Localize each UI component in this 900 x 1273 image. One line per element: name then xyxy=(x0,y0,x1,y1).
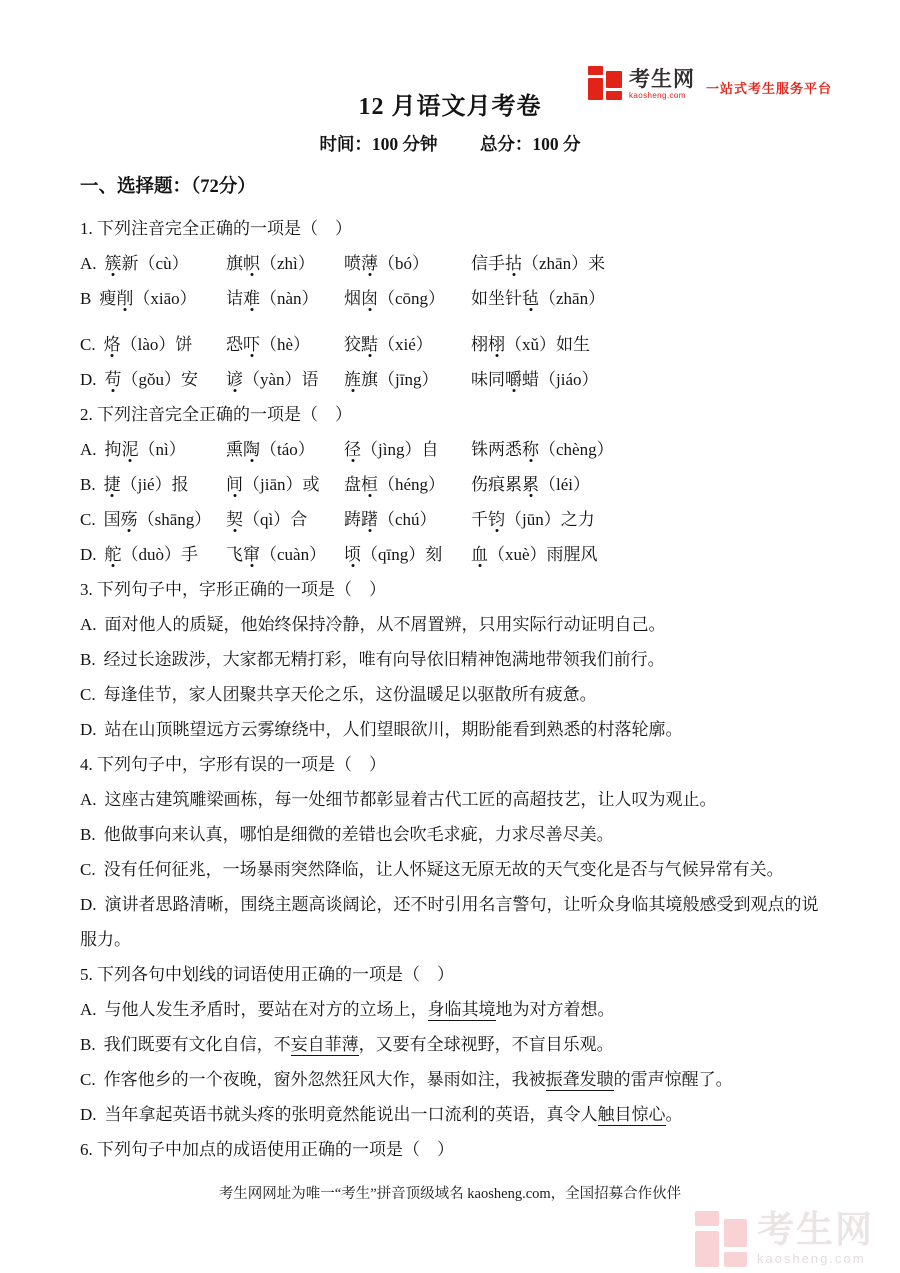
exam-meta xyxy=(80,131,820,156)
pinyin-phrase: 谚（yàn）语 xyxy=(226,370,319,389)
underlined-phrase: 妄自菲薄 xyxy=(290,1035,359,1054)
pinyin-phrase: C. 国殇（shāng） xyxy=(80,510,212,529)
question-6 xyxy=(80,1132,820,1167)
pinyin-option-row-C xyxy=(80,327,820,362)
pinyin-phrase: 熏陶（táo） xyxy=(226,440,315,459)
option-D: D. 站在山顶眺望远方云雾缭绕中，人们望眼欲川，期盼能看到熟悉的村落轮廓。 xyxy=(80,720,683,739)
footer-text: 考生网网址为唯一“考生”拼音顶级域名 kaosheng.com，全国招募合作伙伴 xyxy=(218,1186,682,1202)
option-D: D. 演讲者思路清晰，围绕主题高谈阔论，还不时引用名言警句，让听众身临其境般感受到观点的说服力。 xyxy=(80,895,819,949)
pinyin-option-row-B xyxy=(80,281,820,316)
kaosheng-watermark xyxy=(695,1211,874,1267)
pinyin-phrase: 千钧（jūn）之力 xyxy=(471,510,595,529)
pinyin-option-row-D xyxy=(80,362,820,397)
option-A: A. 面对他人的质疑，他始终保持冷静，从不屑置辨，只用实际行动证明自己。 xyxy=(80,615,666,634)
option-A: A. 与他人发生矛盾时，要站在对方的立场上，身临其境地为对方着想。 xyxy=(80,1000,615,1019)
option-D: D. 当年拿起英语书就头疼的张明竟然能说出一口流利的英语，真令人触目惊心。 xyxy=(80,1105,683,1124)
brand-domain: kaosheng.com xyxy=(628,91,686,100)
question-1-stem: 1. 下列注音完全正确的一项是（ ） xyxy=(80,219,352,238)
pinyin-option-row-A xyxy=(80,432,820,467)
pinyin-phrase: 契（qì）合 xyxy=(226,510,308,529)
pinyin-phrase: 旌旗（jīng） xyxy=(344,370,439,389)
pinyin-phrase: 喷薄（bó） xyxy=(344,254,429,273)
underlined-phrase: 振聋发聩 xyxy=(545,1070,614,1089)
option-C: C. 没有任何征兆，一场暴雨突然降临，让人怀疑这无原无故的天气变化是否与气候异常有关。 xyxy=(80,860,784,879)
pinyin-phrase: B. 捷（jié）报 xyxy=(80,475,189,494)
question-4 xyxy=(80,747,820,957)
exam-total-score: 总分：100 分 xyxy=(479,134,581,154)
exam-time: 时间：100 分钟 xyxy=(319,134,438,154)
question-3 xyxy=(80,572,820,747)
pinyin-phrase: 顷（qīng）刻 xyxy=(344,545,443,564)
question-4-stem: 4. 下列句子中，字形有误的一项是（ ） xyxy=(80,755,386,774)
option-A: A. 这座古建筑雕梁画栋，每一处细节都彰显着古代工匠的高超技艺，让人叹为观止。 xyxy=(80,790,717,809)
pinyin-phrase: 栩栩（xǔ）如生 xyxy=(471,335,590,354)
pinyin-phrase: 诘难（nàn） xyxy=(226,289,319,308)
question-2-stem: 2. 下列注音完全正确的一项是（ ） xyxy=(80,405,352,424)
pinyin-phrase: 旗帜（zhì） xyxy=(226,254,315,273)
question-2 xyxy=(80,397,820,572)
pinyin-option-row-D xyxy=(80,537,820,572)
option-B: B. 他做事向来认真，哪怕是细微的差错也会吹毛求疵，力求尽善尽美。 xyxy=(80,825,614,844)
pinyin-phrase: 恐吓（hè） xyxy=(226,335,311,354)
pinyin-phrase: A. 簇新（cù） xyxy=(80,254,189,273)
pinyin-phrase: 血（xuè）雨腥风 xyxy=(471,545,598,564)
pinyin-phrase: 烟囱（cōng） xyxy=(344,289,446,308)
underlined-phrase: 身临其境 xyxy=(427,1000,496,1019)
pinyin-phrase: D. 舵（duò）手 xyxy=(80,545,199,564)
underlined-phrase: 触目惊心 xyxy=(597,1105,666,1124)
pinyin-phrase: C. 烙（lào）饼 xyxy=(80,335,193,354)
pinyin-option-row-C xyxy=(80,502,820,537)
pinyin-phrase: 铢两悉称（chèng） xyxy=(471,440,614,459)
pinyin-phrase: 狡黠（xié） xyxy=(344,335,433,354)
pinyin-phrase: 伤痕累累（léi） xyxy=(471,475,590,494)
kaosheng-h-blocks-icon xyxy=(588,66,622,100)
page-title: 12 月语文月考卷 xyxy=(358,94,542,120)
option-B: B. 我们既要有文化自信，不妄自菲薄，又要有全球视野，不盲目乐观。 xyxy=(80,1035,614,1054)
pinyin-option-row-A xyxy=(80,246,820,281)
brand-tagline: 一站式考生服务平台 xyxy=(705,81,832,96)
pinyin-phrase: 径（jìng）自 xyxy=(344,440,439,459)
pinyin-phrase: D. 苟（gǒu）安 xyxy=(80,370,199,389)
pinyin-phrase: 盘桓（héng） xyxy=(344,475,446,494)
pinyin-phrase: 信手拈（zhān）来 xyxy=(471,254,606,273)
watermark-domain: kaosheng.com xyxy=(757,1251,866,1266)
pinyin-phrase: B 瘦削（xiāo） xyxy=(80,289,197,308)
pinyin-phrase: 间（jiān）或 xyxy=(226,475,320,494)
question-5-stem: 5. 下列各句中划线的词语使用正确的一项是（ ） xyxy=(80,965,454,984)
kaosheng-h-blocks-watermark-icon xyxy=(695,1211,747,1267)
question-1 xyxy=(80,211,820,397)
kaosheng-logo xyxy=(588,66,832,100)
question-3-stem: 3. 下列句子中，字形正确的一项是（ ） xyxy=(80,580,386,599)
question-6-stem: 6. 下列句子中加点的成语使用正确的一项是（ ） xyxy=(80,1140,454,1159)
watermark-name: 考生网 xyxy=(757,1209,874,1250)
brand-name: 考生网 xyxy=(628,68,695,91)
questions-area xyxy=(80,211,820,1167)
pinyin-phrase: 飞窜（cuàn） xyxy=(226,545,327,564)
question-5 xyxy=(80,957,820,1132)
option-C: C. 作客他乡的一个夜晚，窗外忽然狂风大作，暴雨如注，我被振聋发聩的雷声惊醒了。 xyxy=(80,1070,733,1089)
pinyin-phrase: 如坐针毡（zhān） xyxy=(471,289,606,308)
option-C: C. 每逢佳节，家人团聚共享天伦之乐，这份温暖足以驱散所有疲惫。 xyxy=(80,685,597,704)
option-B: B. 经过长途跋涉，大家都无精打彩，唯有向导依旧精神饱满地带领我们前行。 xyxy=(80,650,665,669)
section-title: 一、选择题：（72分） xyxy=(80,177,256,197)
pinyin-phrase: 踌躇（chú） xyxy=(344,510,437,529)
pinyin-phrase: A. 拘泥（nì） xyxy=(80,440,186,459)
pinyin-phrase: 味同嚼蜡（jiáo） xyxy=(471,370,599,389)
pinyin-option-row-B xyxy=(80,467,820,502)
